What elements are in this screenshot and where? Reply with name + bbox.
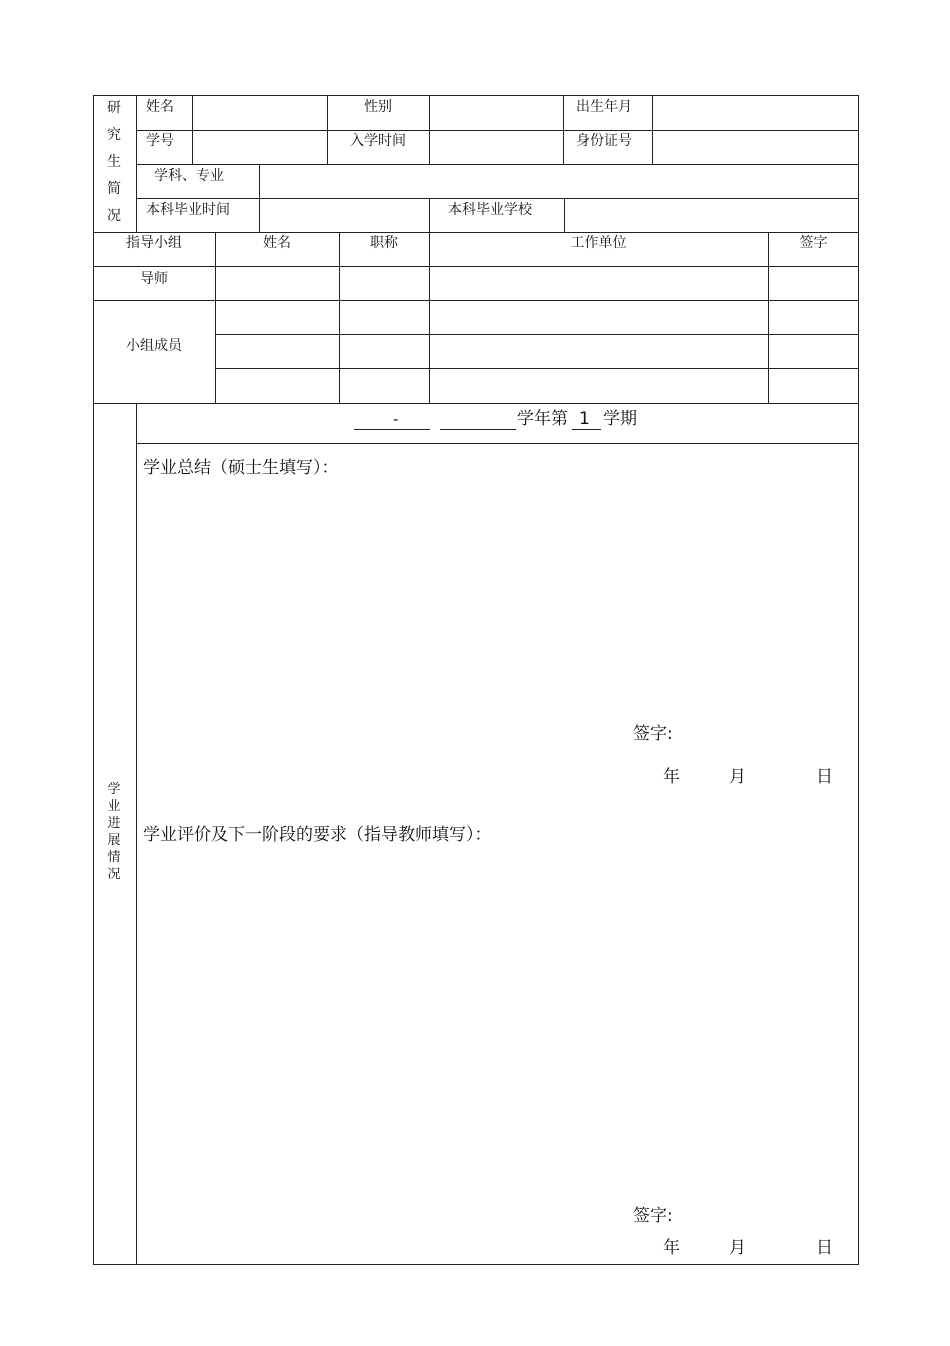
evaluation-year: 年 xyxy=(663,1238,680,1258)
year-term-text-a: 学年第 xyxy=(517,409,568,429)
col-line xyxy=(339,232,340,403)
row-line xyxy=(93,232,859,233)
evaluation-day: 日 xyxy=(816,1238,833,1258)
row-line xyxy=(215,334,859,335)
evaluation-sign-label: 签字: xyxy=(633,1206,673,1226)
gender-label: 性别 xyxy=(364,99,392,115)
row-line xyxy=(93,300,859,301)
evaluation-label: 学业评价及下一阶段的要求（指导教师填写）： xyxy=(143,825,492,845)
col-line xyxy=(768,232,769,403)
col-line xyxy=(259,164,260,232)
summary-label: 学业总结（硕士生填写）： xyxy=(143,458,339,478)
header-name: 姓名 xyxy=(263,235,291,251)
birth-label: 出生年月 xyxy=(576,99,632,115)
header-title: 职称 xyxy=(370,235,398,251)
header-signature: 签字 xyxy=(799,235,828,251)
summary-day: 日 xyxy=(816,767,833,787)
summary-year: 年 xyxy=(663,767,680,787)
undergrad-school-label: 本科毕业学校 xyxy=(448,202,532,218)
row-line xyxy=(136,443,859,444)
col-line xyxy=(563,95,564,164)
header-advisor-group: 指导小组 xyxy=(126,235,182,251)
enroll-time-label: 入学时间 xyxy=(350,133,406,149)
row-line xyxy=(136,198,859,199)
undergrad-time-label: 本科毕业时间 xyxy=(146,202,230,218)
evaluation-month: 月 xyxy=(729,1238,746,1258)
col-line xyxy=(215,232,216,403)
row-line xyxy=(93,266,859,267)
summary-sign-label: 签字: xyxy=(633,724,673,744)
members-row-label: 小组成员 xyxy=(126,338,182,354)
year-dash: - xyxy=(393,410,399,428)
term-number: 1 xyxy=(579,409,590,429)
col-line xyxy=(136,403,137,1265)
col-line xyxy=(429,198,430,232)
summary-month: 月 xyxy=(729,767,746,787)
student-id-label: 学号 xyxy=(146,133,174,149)
advisor-row-label: 导师 xyxy=(140,271,168,287)
major-label: 学科、专业 xyxy=(154,168,224,184)
year-term-text-b: 学期 xyxy=(603,409,637,429)
row-line xyxy=(136,130,859,131)
start-year-blank[interactable] xyxy=(354,429,430,430)
col-line xyxy=(429,95,430,164)
progress-section-label: 学 业 进 展 情 况 xyxy=(107,782,121,882)
header-workplace: 工作单位 xyxy=(570,235,627,251)
row-line xyxy=(215,368,859,369)
name-label: 姓名 xyxy=(146,99,174,115)
end-year-blank[interactable] xyxy=(440,429,516,430)
col-line xyxy=(429,232,430,403)
col-line xyxy=(564,198,565,232)
id-number-label: 身份证号 xyxy=(576,133,632,149)
profile-section-label: 研 究 生 简 况 xyxy=(107,100,121,224)
term-number-blank xyxy=(572,429,601,430)
row-line xyxy=(93,403,859,404)
col-line xyxy=(652,95,653,164)
col-line xyxy=(136,95,137,232)
col-line xyxy=(192,95,193,164)
row-line xyxy=(136,164,859,165)
